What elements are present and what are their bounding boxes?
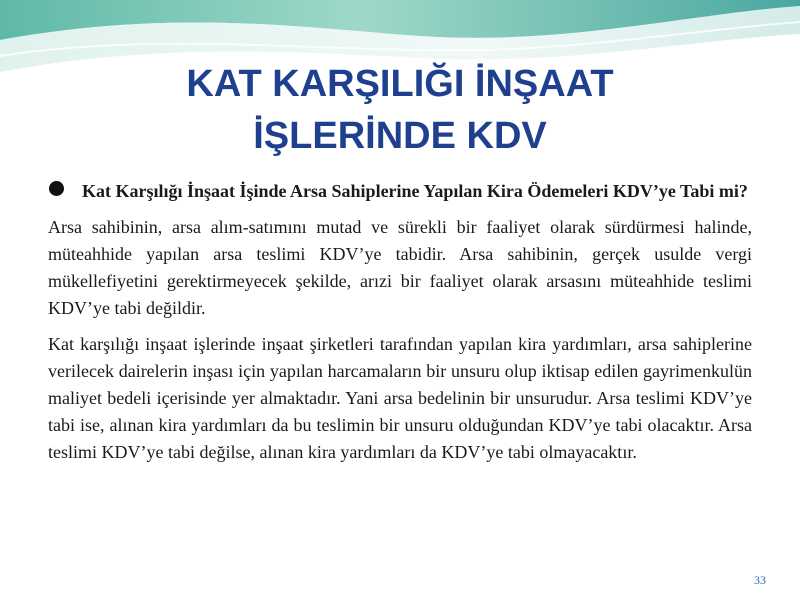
bullet-heading-text: Kat Karşılığı İnşaat İşinde Arsa Sahiplerine Yapılan Kira Ödemeleri KDV’ye Tabi mi?	[82, 181, 748, 201]
title-line-2: İŞLERİNDE KDV	[253, 115, 547, 157]
bullet-item	[48, 178, 752, 205]
slide-title	[0, 58, 800, 162]
page-number: 33	[754, 573, 766, 587]
title-line-1: KAT KARŞILIĞI İNŞAAT	[186, 63, 614, 105]
bullet-icon	[49, 181, 64, 196]
slide-content	[48, 178, 752, 475]
paragraph-2: Kat karşılığı inşaat işlerinde inşaat şirketleri tarafından yapılan kira yardımları, arsa sahiplerine verilecek dairelerin inşası için yapılan harcamaların bir unsuru olup iktisap edilen gayrimenkulün maliyet bedeli içerisinde yer almaktadır. Yani arsa bedelinin bir unsurudur. Arsa teslimi KDV’ye tabi ise, alınan kira yardımları da bu teslimin bir unsuru olduğundan KDV’ye tabi olacaktır. Arsa teslimi KDV’ye tabi değilse, alınan kira yardımları da KDV’ye tabi olmayacaktır.	[48, 334, 752, 462]
paragraph-1: Arsa sahibinin, arsa alım-satımını mutad ve sürekli bir faaliyet olarak sürdürmesi halinde, müteahhide yapılan arsa teslimi KDV’ye tabidir. Arsa sahibinin, gerçek usulde vergi mükellefiyetini gerektirmeyecek şekilde, arızi bir faaliyet olarak arsasını müteahhide teslimi KDV’ye tabi değildir.	[48, 217, 752, 318]
